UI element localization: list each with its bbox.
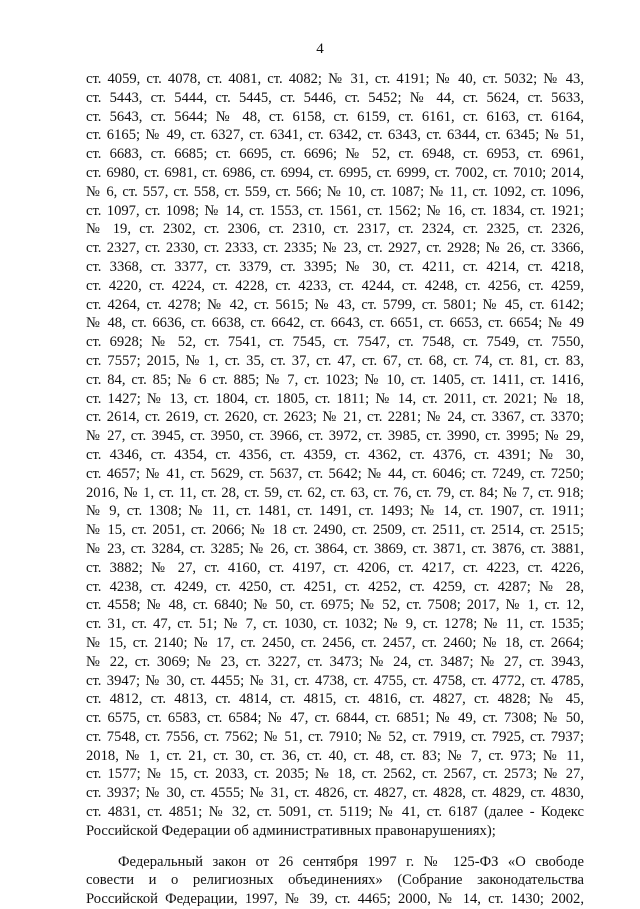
text-line: 2016, № 1, ст. 11, ст. 28, ст. 59, ст. 62, ст. 63, ст. 76, ст. 79, ст. 84; № 7, ст. 918; [86, 484, 584, 501]
text-line: ст. 5643, ст. 5644; № 48, ст. 6158, ст. 6159, ст. 6161, ст. 6163, ст. 6164, [86, 108, 584, 125]
text-line: № 48, ст. 6636, ст. 6638, ст. 6642, ст. 6643, ст. 6651, ст. 6653, ст. 6654; № 49 [86, 315, 584, 332]
text-line: ст. 4264, ст. 4278; № 42, ст. 5615; № 43, ст. 5799, ст. 5801; № 45, ст. 6142; [86, 296, 584, 313]
text-line: 2018, № 1, ст. 21, ст. 30, ст. 36, ст. 40, ст. 48, ст. 83; № 7, ст. 973; № 11, [86, 747, 584, 764]
text-line: ст. 4831, ст. 4851; № 32, ст. 5091, ст. 5119; № 41, ст. 6187 (далее - Кодекс [86, 804, 584, 821]
text-line: Российской Федерации об административных правонарушениях); [86, 822, 496, 839]
text-line: № 19, ст. 2302, ст. 2306, ст. 2310, ст. 2317, ст. 2324, ст. 2325, ст. 2326, [86, 221, 584, 238]
text-line: ст. 1577; № 15, ст. 2033, ст. 2035; № 18, ст. 2562, ст. 2567, ст. 2573; № 27, [86, 766, 584, 783]
page-number: 4 [316, 41, 324, 57]
text-line: ст. 3368, ст. 3377, ст. 3379, ст. 3395; № 30, ст. 4211, ст. 4214, ст. 4218, [86, 258, 584, 275]
text-line: ст. 4657; № 41, ст. 5629, ст. 5637, ст. 5642; № 44, ст. 6046; ст. 7249, ст. 7250; [86, 465, 584, 482]
text-line: ст. 6980, ст. 6981, ст. 6986, ст. 6994, ст. 6995, ст. 6999, ст. 7002, ст. 7010; 2014, [86, 164, 584, 181]
text-line: № 6, ст. 557, ст. 558, ст. 559, ст. 566; № 10, ст. 1087; № 11, ст. 1092, ст. 1096, [86, 183, 584, 200]
paragraph-federal-law-125-fz [86, 853, 584, 909]
text-line: № 22, ст. 3069; № 23, ст. 3227, ст. 3473; № 24, ст. 3487; № 27, ст. 3943, [86, 653, 584, 670]
text-line: ст. 6928; № 52, ст. 7541, ст. 7545, ст. 7547, ст. 7548, ст. 7549, ст. 7550, [86, 334, 584, 351]
text-line: ст. 5443, ст. 5444, ст. 5445, ст. 5446, ст. 5452; № 44, ст. 5624, ст. 5633, [86, 89, 584, 106]
text-line: ст. 3947; № 30, ст. 4455; № 31, ст. 4738, ст. 4755, ст. 4758, ст. 4772, ст. 4785, [86, 672, 584, 689]
text-line: ст. 84, ст. 85; № 6 ст. 885; № 7, ст. 1023; № 10, ст. 1405, ст. 1411, ст. 1416, [86, 371, 584, 388]
text-line: № 15, ст. 2140; № 17, ст. 2450, ст. 2456, ст. 2457, ст. 2460; № 18, ст. 2664; [86, 634, 584, 651]
text-line: ст. 1427; № 13, ст. 1804, ст. 1805, ст. 1811; № 14, ст. 2011, ст. 2021; № 18, [86, 390, 584, 407]
paragraph-gap [86, 841, 584, 853]
text-line: ст. 4812, ст. 4813, ст. 4814, ст. 4815, ст. 4816, ст. 4827, ст. 4828; № 45, [86, 691, 584, 708]
text-line: Российской Федерации, 1997, № 39, ст. 4465; 2000, № 14, ст. 1430; 2002, [86, 891, 584, 908]
text-line: № 27, ст. 3945, ст. 3950, ст. 3966, ст. 3972, ст. 3985, ст. 3990, ст. 3995; № 29, [86, 428, 584, 445]
text-line: ст. 2614, ст. 2619, ст. 2620, ст. 2623; № 21, ст. 2281; № 24, ст. 3367, ст. 3370; [86, 409, 584, 426]
text-line: ст. 4346, ст. 4354, ст. 4356, ст. 4359, ст. 4362, ст. 4376, ст. 4391; № 30, [86, 446, 584, 463]
document-body [86, 70, 584, 909]
text-line: ст. 7548, ст. 7556, ст. 7562; № 51, ст. 7910; № 52, ст. 7919, ст. 7925, ст. 7937; [86, 728, 584, 745]
text-line: ст. 7557; 2015, № 1, ст. 35, ст. 37, ст. 47, ст. 67, ст. 68, ст. 74, ст. 81, ст. 83, [86, 352, 584, 369]
text-line: ст. 6683, ст. 6685; ст. 6695, ст. 6696; № 52, ст. 6948, ст. 6953, ст. 6961, [86, 146, 584, 163]
text-line: ст. 4558; № 48, ст. 6840; № 50, ст. 6975; № 52, ст. 7508; 2017, № 1, ст. 12, [86, 597, 584, 614]
text-line: № 15, ст. 2051, ст. 2066; № 18 ст. 2490, ст. 2509, ст. 2511, ст. 2514, ст. 2515; [86, 522, 584, 539]
text-line: совести и о религиозных объединениях» (Собрание законодательства [86, 872, 584, 889]
text-line: ст. 3882; № 27, ст. 4160, ст. 4197, ст. 4206, ст. 4217, ст. 4223, ст. 4226, [86, 559, 584, 576]
text-line: Федеральный закон от 26 сентября 1997 г. № 125-ФЗ «О свободе [118, 853, 584, 870]
text-line: ст. 2327, ст. 2330, ст. 2333, ст. 2335; № 23, ст. 2927, ст. 2928; № 26, ст. 3366, [86, 240, 584, 257]
text-line: ст. 31, ст. 47, ст. 51; № 7, ст. 1030, ст. 1032; № 9, ст. 1278; № 11, ст. 1535; [86, 616, 584, 633]
text-line: ст. 6575, ст. 6583, ст. 6584; № 47, ст. 6844, ст. 6851; № 49, ст. 7308; № 50, [86, 710, 584, 727]
text-line: № 9, ст. 1308; № 11, ст. 1481, ст. 1491, ст. 1493; № 14, ст. 1907, ст. 1911; [86, 503, 584, 520]
paragraph-legislation-references [86, 70, 584, 841]
text-line: ст. 6165; № 49, ст. 6327, ст. 6341, ст. 6342, ст. 6343, ст. 6344, ст. 6345; № 51, [86, 127, 584, 144]
text-line: № 23, ст. 3284, ст. 3285; № 26, ст. 3864, ст. 3869, ст. 3871, ст. 3876, ст. 3881, [86, 540, 584, 557]
text-line: ст. 4059, ст. 4078, ст. 4081, ст. 4082; № 31, ст. 4191; № 40, ст. 5032; № 43, [86, 71, 584, 87]
text-line: ст. 1097, ст. 1098; № 14, ст. 1553, ст. 1561, ст. 1562; № 16, ст. 1834, ст. 1921; [86, 202, 584, 219]
text-line: ст. 3937; № 30, ст. 4555; № 31, ст. 4826, ст. 4827, ст. 4828, ст. 4829, ст. 4830, [86, 785, 584, 802]
text-line: ст. 4238, ст. 4249, ст. 4250, ст. 4251, ст. 4252, ст. 4259, ст. 4287; № 28, [86, 578, 584, 595]
text-line: ст. 4220, ст. 4224, ст. 4228, ст. 4233, ст. 4244, ст. 4248, ст. 4256, ст. 4259, [86, 277, 584, 294]
